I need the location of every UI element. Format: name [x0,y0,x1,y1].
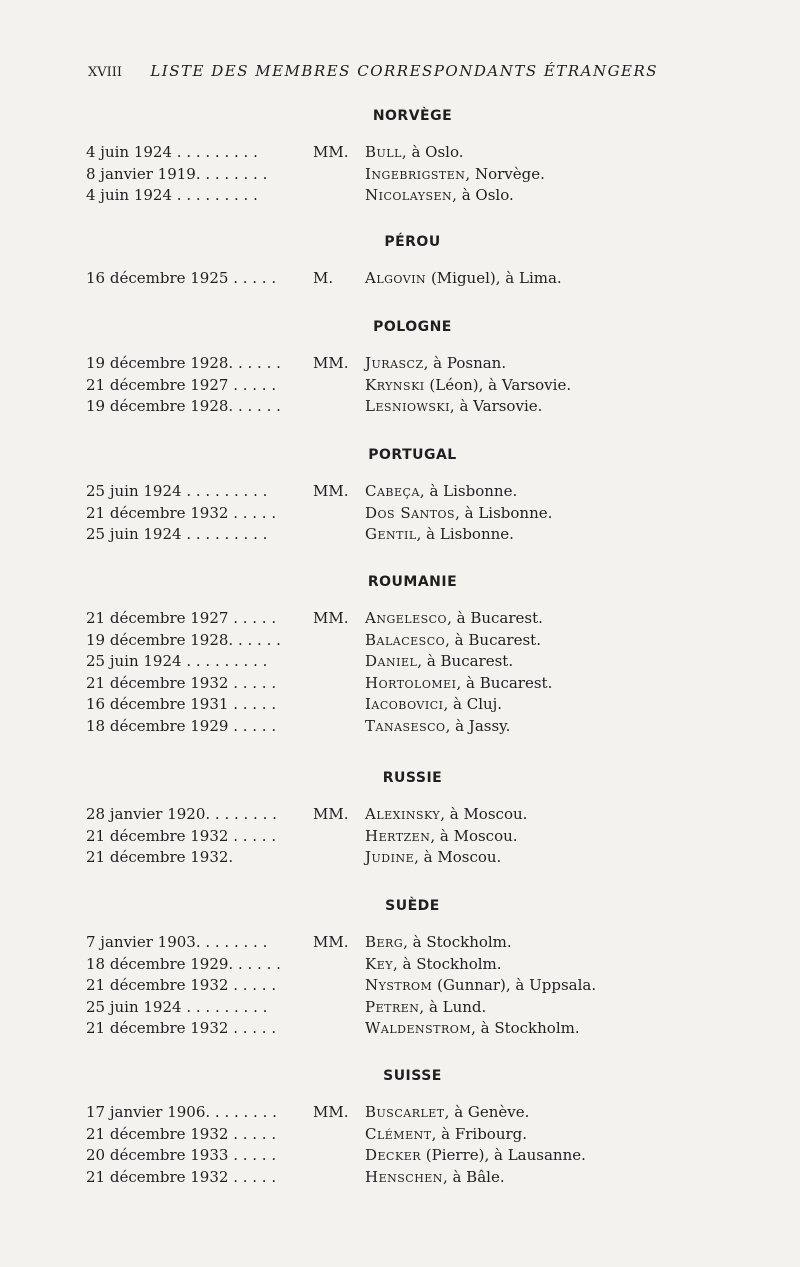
election-date: 4 juin 1924 . . . . . . . . . [86,143,258,161]
member-location: , à Bâle. [442,1167,505,1186]
member-entry [365,932,512,954]
country-title: NORVÈGE [372,108,453,124]
member-name: Nystrom [365,976,433,994]
member-location: , à Moscou. [414,848,502,866]
country-title: RUSSIE [382,770,443,786]
member-entry [365,954,502,976]
election-date: 25 juin 1924 . . . . . . . . . [86,525,268,543]
election-date: 21 décembre 1932. [86,848,234,866]
member-name: Hortolomei [365,673,457,692]
member-row [0,804,800,826]
honorific: MM. [313,805,349,823]
member-entry [365,630,541,652]
election-date: 21 décembre 1932 . . . . . [86,976,277,994]
member-row [0,1018,800,1040]
honorific: MM. [313,354,349,372]
member-row [0,630,800,652]
country-section [0,447,800,546]
election-date: 21 décembre 1932 . . . . . [86,673,277,692]
member-name: Berg [365,933,404,951]
election-date: 21 décembre 1932 . . . . . [86,1019,277,1037]
member-entry [365,375,571,397]
member-location: , à Jassy. [445,716,511,735]
member-row [0,353,800,375]
member-entry [365,503,552,525]
member-row [0,481,800,503]
country-section [0,1068,800,1188]
election-date: 18 décembre 1929. . . . . . [86,954,281,973]
member-entry [365,524,514,546]
country-title: POLOGNE [373,319,452,335]
member-entry [365,164,545,186]
running-header [88,62,668,80]
member-entry [365,185,514,207]
member-entry [365,847,501,869]
member-name: Ingebrigsten [365,164,466,183]
member-name: Buscarlet [365,1103,445,1121]
member-location: , à Bucarest. [456,673,553,692]
honorific: MM. [313,143,349,161]
member-row [0,932,800,954]
member-name: Balacesco [365,630,446,649]
member-entry [365,673,552,695]
member-name: Judine [365,848,415,866]
honorific: MM. [313,609,349,627]
member-location: , à Oslo. [452,186,514,204]
election-date: 25 juin 1924 . . . . . . . . . [86,652,268,670]
member-location: , Norvège. [465,164,545,183]
member-location: , à Moscou. [440,805,528,823]
election-date: 20 décembre 1933 . . . . . [86,1146,277,1164]
member-location: , à Lund. [419,997,487,1016]
member-location: , à Stockholm. [403,933,512,951]
member-name: Key [365,954,393,973]
member-name: Waldenstrom [365,1019,472,1037]
member-name: Tanasesco [365,716,446,735]
member-name: Lesniowski [365,397,450,415]
election-date: 19 décembre 1928. . . . . . [86,354,281,372]
member-name: Iacobovici [365,695,444,713]
member-entry [365,481,517,503]
member-row [0,651,800,673]
member-entry [365,353,506,375]
member-location: , à Bucarest. [445,630,541,649]
honorific: MM. [313,933,349,951]
member-entry [365,608,543,630]
member-row [0,997,800,1019]
election-date: 21 décembre 1932 . . . . . [86,503,277,522]
member-row [0,268,800,290]
member-name: Jurascz [365,354,424,372]
member-row [0,975,800,997]
member-row [0,142,800,164]
member-name: Gentil [365,525,417,543]
election-date: 21 décembre 1927 . . . . . [86,375,277,394]
member-location: , à Moscou. [430,826,518,845]
election-date: 17 janvier 1906. . . . . . . . [86,1103,277,1121]
member-row [0,503,800,525]
election-date: 21 décembre 1932 . . . . . [86,826,277,845]
member-row [0,826,800,848]
member-entry [365,1018,580,1040]
member-row [0,716,800,738]
member-name: Decker [365,1146,422,1164]
member-name: Bull [365,143,402,161]
member-location: , à Genève. [444,1103,530,1121]
country-title: PORTUGAL [368,447,457,463]
member-name: Algovin [365,269,427,287]
member-entry [365,1102,529,1124]
member-name: Henschen [365,1167,443,1186]
member-row [0,524,800,546]
member-location: , à Bucarest. [447,609,543,627]
member-entry [365,694,502,716]
member-name: Hertzen [365,826,431,845]
country-section [0,108,800,207]
election-date: 25 juin 1924 . . . . . . . . . [86,997,268,1016]
header-title: LISTE DES MEMBRES CORRESPONDANTS ÉTRANGERS [150,62,659,80]
member-row [0,673,800,695]
election-date: 21 décembre 1932 . . . . . [86,1167,277,1186]
country-section [0,770,800,869]
election-date: 16 décembre 1925 . . . . . [86,269,277,287]
election-date: 8 janvier 1919. . . . . . . . [86,164,268,183]
member-entry [365,1145,586,1167]
member-entry [365,651,513,673]
election-date: 7 janvier 1903. . . . . . . . [86,933,268,951]
member-location: , à Stockholm. [471,1019,580,1037]
member-location: (Pierre), à Lausanne. [421,1146,586,1164]
election-date: 4 juin 1924 . . . . . . . . . [86,186,258,204]
member-name: Clément [365,1124,432,1143]
country-section [0,574,800,737]
member-location: , à Lisbonne. [416,525,514,543]
member-name: Krynski [365,375,425,394]
member-entry [365,268,562,290]
member-name: Nicolaysen [365,186,453,204]
member-row [0,1145,800,1167]
member-entry [365,804,527,826]
member-row [0,164,800,186]
election-date: 25 juin 1924 . . . . . . . . . [86,482,268,500]
member-location: , à Lisbonne. [419,482,518,500]
member-row [0,608,800,630]
honorific: M. [313,269,334,287]
member-row [0,396,800,418]
member-location: , à Posnan. [423,354,507,372]
member-location: (Miguel), à Lima. [426,269,562,287]
member-entry [365,975,596,997]
member-entry [365,396,542,418]
member-location: (Léon), à Varsovie. [424,375,572,394]
member-location: , à Lisbonne. [455,503,553,522]
member-name: Petren [365,997,420,1016]
member-name: Dos Santos [365,503,456,522]
member-row [0,185,800,207]
member-location: , à Bucarest. [417,652,514,670]
country-title: SUÈDE [385,898,440,914]
member-row [0,375,800,397]
country-section [0,234,800,290]
member-name: Daniel [365,652,418,670]
country-section [0,898,800,1040]
election-date: 18 décembre 1929 . . . . . [86,716,277,735]
member-name: Alexinsky [365,805,441,823]
honorific: MM. [313,482,349,500]
member-location: , à Oslo. [401,143,464,161]
member-row [0,1124,800,1146]
member-row [0,1102,800,1124]
honorific: MM. [313,1103,349,1121]
election-date: 19 décembre 1928. . . . . . [86,397,281,415]
member-name: Angelesco [365,609,448,627]
page-number: XVIII [88,65,123,80]
election-date: 21 décembre 1927 . . . . . [86,609,277,627]
member-name: Cabeça [365,482,420,500]
member-entry [365,826,518,848]
member-location: , à Cluj. [443,695,503,713]
country-title: ROUMANIE [367,574,458,590]
member-location: (Gunnar), à Uppsala. [432,976,597,994]
member-location: , à Fribourg. [431,1124,528,1143]
member-entry [365,997,486,1019]
country-section [0,319,800,418]
member-entry [365,1167,505,1189]
election-date: 21 décembre 1932 . . . . . [86,1124,277,1143]
election-date: 19 décembre 1928. . . . . . [86,630,281,649]
member-row [0,954,800,976]
country-title: PÉROU [384,234,441,250]
country-title: SUISSE [383,1068,442,1084]
member-entry [365,142,463,164]
member-row [0,694,800,716]
member-entry [365,716,510,738]
member-row [0,1167,800,1189]
member-location: , à Stockholm. [393,954,502,973]
member-row [0,847,800,869]
member-entry [365,1124,527,1146]
election-date: 28 janvier 1920. . . . . . . . [86,805,277,823]
member-location: , à Varsovie. [449,397,543,415]
election-date: 16 décembre 1931 . . . . . [86,695,277,713]
